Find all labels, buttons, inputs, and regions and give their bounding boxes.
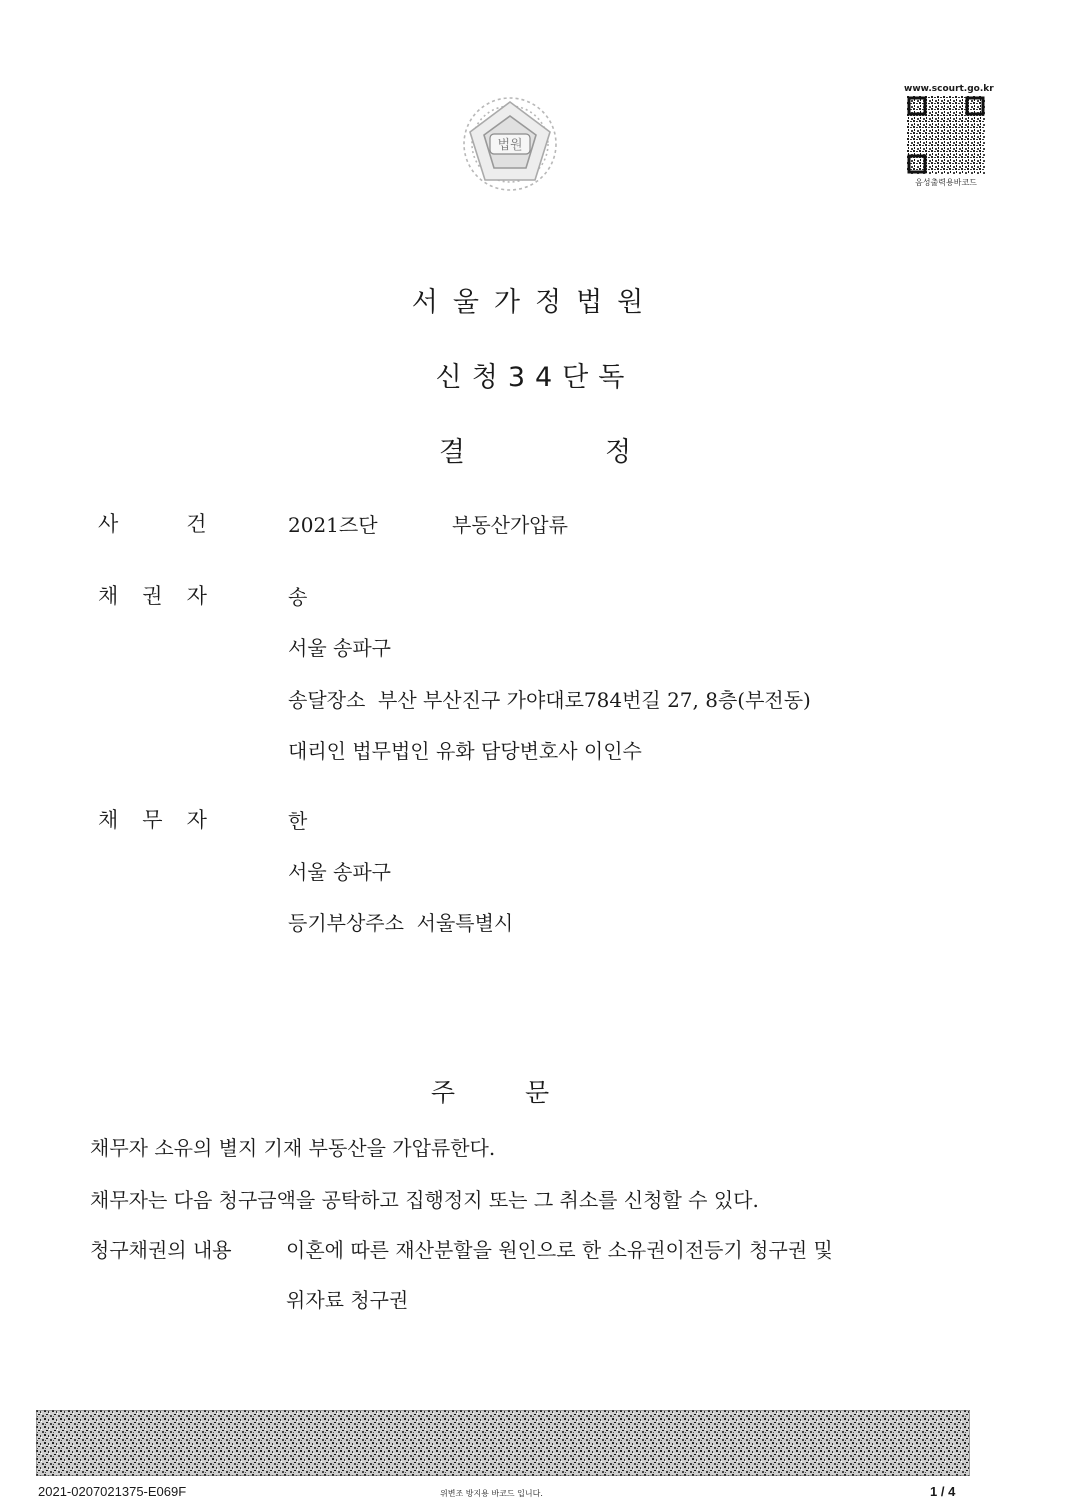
qr-code-icon: [907, 96, 985, 174]
document-id: 2021-0207021375-E069F: [38, 1484, 187, 1499]
page-number: 1 / 4: [930, 1484, 956, 1499]
court-division: 신청34단독: [435, 362, 635, 393]
order-line-1: 채무자 소유의 별지 기재 부동산을 가압류한다.: [90, 1136, 496, 1160]
creditor-name: 송: [288, 585, 308, 609]
barcode-caption: 음성출력용바코드: [915, 178, 977, 187]
creditor-label: 채권자: [98, 584, 231, 608]
seal-text: 법원: [497, 138, 523, 153]
creditor-address: 서울 송파구: [288, 636, 391, 660]
debtor-registry-address: 등기부상주소 서울특별시: [288, 911, 514, 935]
claim-label: 청구채권의 내용: [90, 1238, 232, 1262]
creditor-delivery-address: 송달장소 부산 부산진구 가야대로784번길 27, 8층(부전동): [288, 688, 811, 712]
anti-forgery-caption: 위변조 방지용 바코드 입니다.: [440, 1489, 543, 1498]
debtor-label: 채무자: [98, 808, 231, 832]
debtor-name: 한: [288, 809, 308, 833]
case-name: 부동산가압류: [452, 513, 568, 537]
barcode-icon: [36, 1410, 970, 1476]
creditor-agent: 대리인 법무법인 유화 담당변호사 이인수: [288, 739, 642, 763]
order-line-2: 채무자는 다음 청구금액을 공탁하고 집행정지 또는 그 취소를 신청할 수 있다.: [90, 1188, 759, 1212]
court-seal-icon: [458, 92, 562, 196]
voice-output-barcode: [904, 84, 994, 190]
case-label: 사건: [98, 512, 275, 536]
barcode-url: www.scourt.go.kr: [904, 84, 994, 94]
claim-line-2: 위자료 청구권: [286, 1288, 409, 1312]
claim-line-1: 이혼에 따른 재산분할을 원인으로 한 소유권이전등기 청구권 및: [286, 1238, 833, 1262]
document-type: 결정: [438, 437, 772, 468]
case-number: 2021즈단: [288, 513, 378, 537]
debtor-address: 서울 송파구: [288, 860, 391, 884]
order-heading: 주문: [430, 1078, 620, 1107]
anti-forgery-barcode: [36, 1410, 970, 1476]
court-seal: [458, 92, 562, 196]
court-name: 서울가정법원: [411, 287, 659, 318]
